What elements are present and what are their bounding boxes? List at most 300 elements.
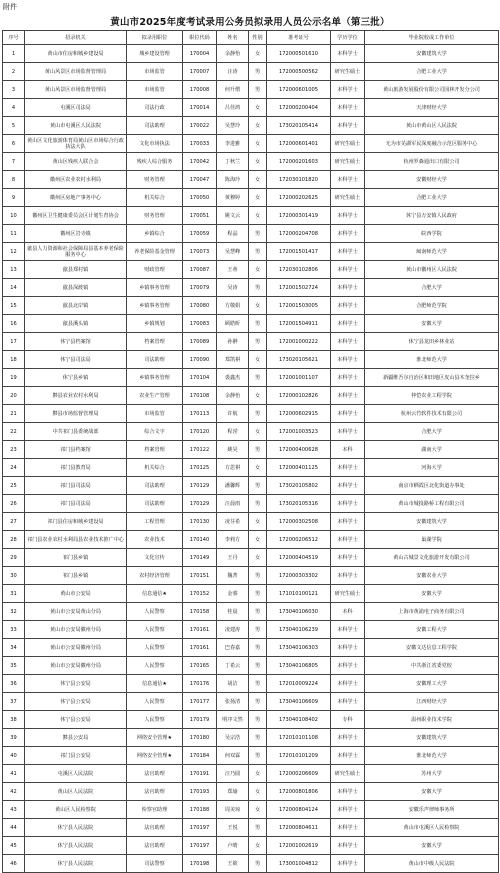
cell-education: 本科学士	[331, 333, 365, 351]
cell-code: 170113	[183, 405, 217, 423]
cell-exam-no: 172000601005	[267, 81, 331, 99]
cell-name: 裘鑫杰	[217, 369, 249, 387]
cell-education: 本科学士	[331, 639, 365, 657]
cell-exam-no: 172001504911	[267, 315, 331, 333]
cell-sex: 男	[249, 243, 267, 261]
cell-name: 胡洁	[217, 675, 249, 693]
cell-no: 46	[3, 855, 25, 873]
cell-position: 档案管理	[127, 441, 183, 459]
cell-name: 桂晨	[217, 603, 249, 621]
cell-school: 苏州大学	[365, 765, 499, 783]
cell-sex: 男	[249, 81, 267, 99]
cell-education: 研究生硕士	[331, 135, 365, 153]
cell-education: 本科学士	[331, 549, 365, 567]
cell-code: 170179	[183, 711, 217, 729]
cell-sex: 女	[249, 531, 267, 549]
cell-sex: 女	[249, 99, 267, 117]
cell-name: 顾皓昕	[217, 315, 249, 333]
cell-code: 170184	[183, 747, 217, 765]
cell-exam-no: 173040106030	[267, 603, 331, 621]
cell-exam-no: 172001001107	[267, 369, 331, 387]
cell-org: 祁门县司法局	[25, 477, 127, 495]
table-row	[3, 333, 499, 351]
cell-school: 安徽建筑大学	[365, 513, 499, 531]
cell-org: 黄山风景区市场监督管理局	[25, 81, 127, 99]
cell-org: 黄山区人民法院	[25, 783, 127, 801]
cell-no: 17	[3, 333, 25, 351]
table-row	[3, 459, 499, 477]
table-row	[3, 729, 499, 747]
cell-exam-no: 172000500562	[267, 63, 331, 81]
cell-position: 人民警察	[127, 639, 183, 657]
cell-code: 170140	[183, 531, 217, 549]
cell-exam-no: 172010101108	[267, 729, 331, 747]
cell-name: 潘馨辉	[217, 477, 249, 495]
cell-code: 170050	[183, 189, 217, 207]
table-row	[3, 621, 499, 639]
cell-school: 安徽财经大学	[365, 171, 499, 189]
candidate-table	[2, 30, 499, 873]
cell-exam-no: 173020105414	[267, 117, 331, 135]
cell-position: 财政管理	[127, 261, 183, 279]
header-org: 招录机关	[25, 31, 127, 45]
cell-school: 新疆维吾尔自治区和田地区皮山县木奎拉乡	[365, 369, 499, 387]
table-row	[3, 153, 499, 171]
table-row	[3, 279, 499, 297]
table-row	[3, 855, 499, 873]
cell-sex: 女	[249, 423, 267, 441]
cell-education: 专科	[331, 711, 365, 729]
cell-sex: 女	[249, 459, 267, 477]
cell-exam-no: 172001000222	[267, 333, 331, 351]
cell-no: 32	[3, 603, 25, 621]
cell-code: 170193	[183, 783, 217, 801]
cell-no: 7	[3, 153, 25, 171]
cell-name: 魏菁	[217, 567, 249, 585]
header-name: 姓名	[217, 31, 249, 45]
cell-code: 170080	[183, 297, 217, 315]
cell-code: 170004	[183, 45, 217, 63]
table-row	[3, 189, 499, 207]
table-row	[3, 639, 499, 657]
cell-name: 吕佳鸿	[217, 99, 249, 117]
table-row	[3, 675, 499, 693]
table-row	[3, 261, 499, 279]
cell-name: 汪晨雨	[217, 495, 249, 513]
cell-sex: 男	[249, 279, 267, 297]
cell-education: 本科学士	[331, 495, 365, 513]
cell-no: 9	[3, 189, 25, 207]
cell-no: 22	[3, 423, 25, 441]
cell-org: 屯溪区人民法院	[25, 765, 127, 783]
table-row	[3, 297, 499, 315]
cell-education: 本科学士	[331, 693, 365, 711]
cell-sex: 男	[249, 819, 267, 837]
cell-code: 170051	[183, 207, 217, 225]
cell-org: 休宁县公安局	[25, 711, 127, 729]
table-row	[3, 315, 499, 333]
cell-code: 170007	[183, 63, 217, 81]
cell-no: 35	[3, 657, 25, 675]
cell-name: 李莉方	[217, 531, 249, 549]
cell-school: 淮北师范大学	[365, 351, 499, 369]
cell-school: 闽南师范大学	[365, 243, 499, 261]
cell-education: 研究生硕士	[331, 63, 365, 81]
cell-exam-no: 173001004812	[267, 855, 331, 873]
cell-position: 综合文字	[127, 423, 183, 441]
cell-sex: 女	[249, 171, 267, 189]
cell-code: 170197	[183, 819, 217, 837]
cell-school: 黄山旅游发展股份有限公司园林开发分公司	[365, 81, 499, 99]
cell-no: 15	[3, 297, 25, 315]
cell-org: 黄山市公安局黄山分局	[25, 603, 127, 621]
cell-code: 170152	[183, 585, 217, 603]
cell-education: 本科学士	[331, 531, 365, 549]
cell-org: 黄山区残疾人联合会	[25, 153, 127, 171]
cell-exam-no: 172000202625	[267, 189, 331, 207]
cell-exam-no: 172000602915	[267, 405, 331, 423]
cell-name: 何双霖	[217, 747, 249, 765]
cell-position: 司法助理	[127, 495, 183, 513]
cell-exam-no: 172001003523	[267, 423, 331, 441]
cell-exam-no: 172000201603	[267, 153, 331, 171]
cell-code: 170059	[183, 225, 217, 243]
cell-org: 歙县人力资源和社会保障局县基本养老保险服务中心	[25, 243, 127, 261]
cell-org: 徽州区卫生健康委员会区计划生育协会	[25, 207, 127, 225]
cell-exam-no: 173020105802	[267, 477, 331, 495]
cell-sex: 女	[249, 117, 267, 135]
cell-sex: 女	[249, 765, 267, 783]
cell-no: 16	[3, 315, 25, 333]
cell-exam-no: 172000102826	[267, 387, 331, 405]
cell-exam-no: 173040106303	[267, 639, 331, 657]
cell-org: 黟县公安局	[25, 729, 127, 747]
cell-code: 170198	[183, 855, 217, 873]
cell-school: 杭州云竹软件技术有限公司	[365, 405, 499, 423]
cell-code: 170083	[183, 315, 217, 333]
cell-no: 21	[3, 405, 25, 423]
cell-code: 170161	[183, 639, 217, 657]
cell-education: 本科学士	[331, 45, 365, 63]
table-row	[3, 693, 499, 711]
cell-exam-no: 173020105316	[267, 495, 331, 513]
cell-exam-no: 172000200404	[267, 99, 331, 117]
cell-org: 休宁县乡镇	[25, 369, 127, 387]
table-row	[3, 99, 499, 117]
cell-sex: 男	[249, 567, 267, 585]
header-no: 序号	[3, 31, 25, 45]
cell-position: 网络安全管理★	[127, 729, 183, 747]
cell-position: 机关综合	[127, 189, 183, 207]
cell-no: 12	[3, 243, 25, 261]
cell-position: 乡镇事务管理	[127, 297, 183, 315]
cell-code: 170151	[183, 567, 217, 585]
cell-no: 41	[3, 765, 25, 783]
cell-school: 安徽工程大学	[365, 621, 499, 639]
cell-position: 人民警察	[127, 603, 183, 621]
attachment-label: 附件	[3, 3, 17, 11]
header-sex: 性别	[249, 31, 267, 45]
cell-org: 黟县农业农村水利局	[25, 387, 127, 405]
cell-org: 休宁县档案馆	[25, 333, 127, 351]
cell-education: 本科学士	[331, 261, 365, 279]
cell-no: 14	[3, 279, 25, 297]
cell-school: 安徽大学	[365, 783, 499, 801]
cell-exam-no: 172000804611	[267, 819, 331, 837]
cell-code: 170042	[183, 153, 217, 171]
cell-education: 本科学士	[331, 243, 365, 261]
cell-school: 安徽文达信息工程学院	[365, 639, 499, 657]
cell-exam-no: 172010101209	[267, 747, 331, 765]
cell-code: 170122	[183, 441, 217, 459]
cell-position: 检察官助理	[127, 801, 183, 819]
cell-education: 本科学士	[331, 207, 365, 225]
cell-org: 祁门县乡镇	[25, 567, 127, 585]
cell-no: 1	[3, 45, 25, 63]
cell-name: 姚昊	[217, 441, 249, 459]
cell-name: 程滢	[217, 423, 249, 441]
cell-education: 研究生硕士	[331, 189, 365, 207]
table-row	[3, 747, 499, 765]
cell-no: 6	[3, 135, 25, 153]
cell-position: 人民警察	[127, 693, 183, 711]
cell-name: 吴慧玲	[217, 117, 249, 135]
cell-education: 本科学士	[331, 855, 365, 873]
cell-name: 吴宗浩	[217, 729, 249, 747]
cell-education: 本科学士	[331, 783, 365, 801]
table-row	[3, 657, 499, 675]
table-row	[3, 387, 499, 405]
cell-exam-no: 172010009224	[267, 675, 331, 693]
table-row	[3, 603, 499, 621]
cell-education: 本科	[331, 603, 365, 621]
cell-position: 财务管理	[127, 171, 183, 189]
cell-position: 乡镇规划	[127, 315, 183, 333]
cell-sex: 男	[249, 225, 267, 243]
cell-sex: 男	[249, 729, 267, 747]
cell-name: 吴涛	[217, 279, 249, 297]
cell-name: 陈海玲	[217, 171, 249, 189]
cell-name: 李进雅	[217, 135, 249, 153]
cell-name: 王蒂	[217, 261, 249, 279]
cell-code: 170022	[183, 117, 217, 135]
cell-sex: 男	[249, 675, 267, 693]
cell-name: 王筱	[217, 855, 249, 873]
cell-org: 休宁县公安局	[25, 675, 127, 693]
cell-name: 余静怡	[217, 45, 249, 63]
cell-org: 祁门县住房和城乡建设局	[25, 513, 127, 531]
cell-no: 25	[3, 477, 25, 495]
cell-org: 黄山风景区市场监督管理局	[25, 63, 127, 81]
cell-no: 31	[3, 585, 25, 603]
cell-education: 本科学士	[331, 513, 365, 531]
cell-sex: 女	[249, 207, 267, 225]
cell-exam-no: 172000400628	[267, 441, 331, 459]
cell-sex: 男	[249, 477, 267, 495]
cell-exam-no: 173040108402	[267, 711, 331, 729]
cell-name: 许航	[217, 405, 249, 423]
cell-position: 人民警察	[127, 711, 183, 729]
cell-position: 司法助理	[127, 351, 183, 369]
cell-name: 明序文然	[217, 711, 249, 729]
cell-org: 徽州区岩寺镇	[25, 225, 127, 243]
cell-no: 29	[3, 549, 25, 567]
cell-education: 本科学士	[331, 99, 365, 117]
table-row	[3, 495, 499, 513]
cell-no: 13	[3, 261, 25, 279]
cell-school: 安徽农业大学	[365, 567, 499, 585]
cell-no: 5	[3, 117, 25, 135]
cell-school: 休宁县万安镇人民政府	[365, 207, 499, 225]
cell-school: 安徽大学	[365, 837, 499, 855]
cell-code: 170008	[183, 81, 217, 99]
cell-exam-no: 172001503005	[267, 297, 331, 315]
cell-name: 丁希云	[217, 657, 249, 675]
cell-no: 43	[3, 801, 25, 819]
cell-position: 市场监管	[127, 81, 183, 99]
cell-position: 残疾人综合服务	[127, 153, 183, 171]
cell-sex: 男	[249, 693, 267, 711]
table-row	[3, 819, 499, 837]
cell-name: 汪涛	[217, 63, 249, 81]
cell-school: 黄山市中级人民法院	[365, 855, 499, 873]
cell-education: 本科学士	[331, 405, 365, 423]
cell-education: 研究生硕士	[331, 765, 365, 783]
table-row	[3, 711, 499, 729]
cell-name: 郑凯祺	[217, 351, 249, 369]
cell-sex: 男	[249, 585, 267, 603]
cell-education: 研究生硕士	[331, 153, 365, 171]
cell-school: 黄山古城景文化旅游开发有限公司	[365, 549, 499, 567]
cell-sex: 女	[249, 297, 267, 315]
cell-name: 汪乃圆	[217, 765, 249, 783]
cell-education: 本科学士	[331, 423, 365, 441]
cell-position: 市场监管	[127, 405, 183, 423]
cell-school: 湖南大学	[365, 441, 499, 459]
cell-sex: 女	[249, 261, 267, 279]
cell-education: 本科学士	[331, 819, 365, 837]
cell-school: 合肥工业大学	[365, 189, 499, 207]
cell-code: 170191	[183, 765, 217, 783]
cell-sex: 女	[249, 783, 267, 801]
cell-org: 祁门县公安局	[25, 747, 127, 765]
cell-position: 农业生产管理	[127, 387, 183, 405]
cell-code: 170177	[183, 693, 217, 711]
cell-org: 休宁县公安局	[25, 693, 127, 711]
cell-position: 农业技术	[127, 531, 183, 549]
cell-code: 170104	[183, 369, 217, 387]
cell-org: 黄山市公安局徽州分局	[25, 621, 127, 639]
cell-position: 农村经济管理	[127, 567, 183, 585]
cell-exam-no: 172000601401	[267, 135, 331, 153]
cell-school: 巢湖学院	[365, 531, 499, 549]
cell-org: 歙县深渡镇	[25, 279, 127, 297]
cell-no: 30	[3, 567, 25, 585]
cell-no: 33	[3, 621, 25, 639]
cell-school: 黄山市徽州区人民法院	[365, 261, 499, 279]
cell-org: 休宁县司法局	[25, 351, 127, 369]
cell-org: 休宁县人民法院	[25, 837, 127, 855]
cell-code: 170161	[183, 621, 217, 639]
cell-org: 黄山区人民检察院	[25, 801, 127, 819]
header-exam-no: 准考证号	[267, 31, 331, 45]
cell-exam-no: 171010100121	[267, 585, 331, 603]
cell-org: 歙县郑村镇	[25, 261, 127, 279]
cell-sex: 女	[249, 549, 267, 567]
cell-position: 司法警察	[127, 855, 183, 873]
cell-code: 170165	[183, 657, 217, 675]
cell-name: 程晶	[217, 225, 249, 243]
cell-school: 安徽建筑大学	[365, 729, 499, 747]
cell-education: 本科学士	[331, 225, 365, 243]
cell-org: 歙县溪头镇	[25, 315, 127, 333]
cell-school: 河海大学	[365, 459, 499, 477]
cell-position: 法官助理	[127, 765, 183, 783]
document-title: 黄山市2025年度考试录用公务员拟录用人员公示名单（第三批）	[110, 17, 390, 28]
table-row	[3, 45, 499, 63]
cell-school: 温州职业技术学院	[365, 711, 499, 729]
cell-position: 网络安全管理★	[127, 747, 183, 765]
cell-org: 祁门县农业农村水利局县农业技术推广中心	[25, 531, 127, 549]
cell-position: 人民警察	[127, 657, 183, 675]
table-row	[3, 117, 499, 135]
cell-no: 18	[3, 351, 25, 369]
table-row	[3, 549, 499, 567]
cell-school: 黄山市城投路桥工程有限公司	[365, 495, 499, 513]
cell-school: 安徽理工大学	[365, 675, 499, 693]
cell-position: 文化宣传	[127, 549, 183, 567]
cell-sex: 男	[249, 711, 267, 729]
cell-education: 本科学士	[331, 747, 365, 765]
cell-org: 休宁县人民法院	[25, 819, 127, 837]
cell-exam-no: 172001502724	[267, 279, 331, 297]
cell-school: 安徽大学	[365, 315, 499, 333]
cell-code: 170079	[183, 279, 217, 297]
cell-exam-no: 172000301419	[267, 207, 331, 225]
cell-education: 本科学士	[331, 729, 365, 747]
table-header-row	[3, 31, 499, 45]
cell-name: 吴慧峰	[217, 243, 249, 261]
cell-education: 本科学士	[331, 387, 365, 405]
cell-position: 市场监管	[127, 63, 183, 81]
cell-code: 170014	[183, 99, 217, 117]
cell-school: 杭州罗森通出口有限公司	[365, 153, 499, 171]
cell-exam-no: 172000206512	[267, 531, 331, 549]
header-school: 毕业院校或工作单位	[365, 31, 499, 45]
cell-no: 11	[3, 225, 25, 243]
cell-education: 本科学士	[331, 675, 365, 693]
cell-code: 170180	[183, 729, 217, 747]
cell-code: 170108	[183, 387, 217, 405]
cell-position: 司法助理	[127, 477, 183, 495]
cell-sex: 女	[249, 513, 267, 531]
cell-exam-no: 172000501610	[267, 45, 331, 63]
cell-exam-no: 172000801806	[267, 783, 331, 801]
cell-name: 孙翀	[217, 333, 249, 351]
cell-exam-no: 172000206609	[267, 765, 331, 783]
cell-code: 170129	[183, 495, 217, 513]
cell-sex: 女	[249, 45, 267, 63]
cell-exam-no: 173040106805	[267, 657, 331, 675]
cell-sex: 男	[249, 621, 267, 639]
cell-education: 本科学士	[331, 567, 365, 585]
cell-sex: 男	[249, 855, 267, 873]
cell-position: 文化市场执法	[127, 135, 183, 153]
cell-code: 170090	[183, 351, 217, 369]
cell-education: 本科学士	[331, 171, 365, 189]
cell-org: 黄山市公安局徽州分局	[25, 657, 127, 675]
cell-position: 法官助理	[127, 819, 183, 837]
